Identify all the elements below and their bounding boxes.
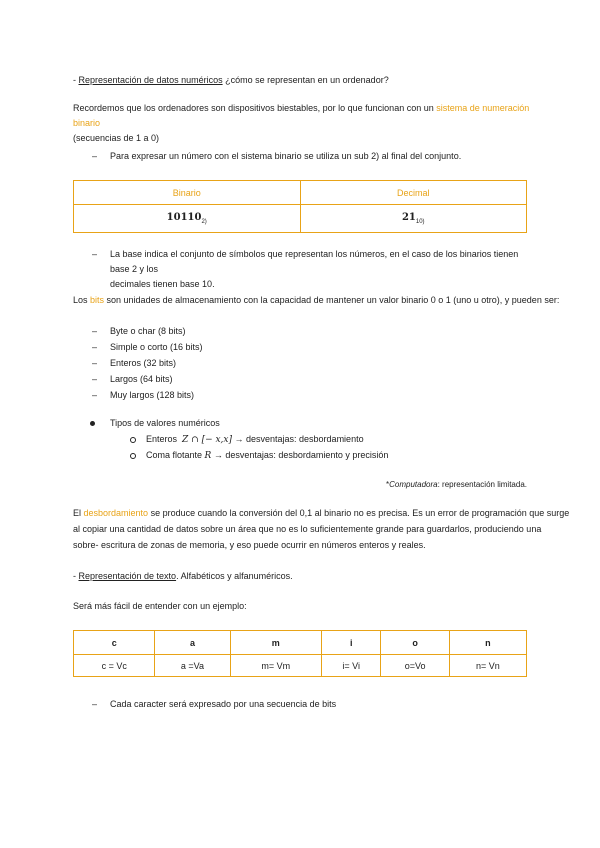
binary-decimal-table: [73, 180, 527, 233]
highlight-binary-system: sistema de numeración binario: [73, 103, 530, 128]
list-item-enteros: Enteros (32 bits): [110, 358, 177, 368]
char-value-a: a =Va: [155, 655, 230, 677]
highlight-bits: bits: [90, 295, 105, 305]
dash-bullet: –: [92, 699, 98, 709]
char-header-m: m: [230, 631, 321, 655]
char-value-m: m= Vm: [230, 655, 321, 677]
table-header-binary: Binario: [74, 181, 301, 205]
item-base-explanation: La base indica el conjunto de símbolos que representan los números, en el caso de los binarios tienen base 2 y los decimales tienen base 10.: [110, 249, 519, 289]
heading-numeric: - Representación de datos numéricos ¿cómo se representan en un ordenador?: [73, 75, 389, 85]
char-header-i: i: [322, 631, 381, 655]
char-value-o: o=Vo: [381, 655, 449, 677]
dash-bullet: –: [92, 358, 98, 368]
list-item-simple: Simple o corto (16 bits): [110, 342, 203, 352]
bullet-ring: [130, 453, 136, 459]
dash-bullet: –: [92, 249, 98, 259]
list-item-largos: Largos (64 bits): [110, 374, 173, 384]
enteros-formula: Z ∩ [− x,x]: [182, 435, 232, 445]
dash-bullet: –: [92, 151, 98, 161]
list-item-muy-largos: Muy largos (128 bits): [110, 390, 195, 400]
coma-formula: R: [204, 451, 212, 461]
heading-text-link: Representación de texto: [78, 571, 177, 581]
cell-binary-value: $10110_{2)}$: [74, 205, 301, 233]
numeric-coma-flotante: Coma flotante R → desventajas: desbordamiento y precisión: [146, 450, 389, 461]
paragraph-bits: Los bits son unidades de almacenamiento con la capacidad de mantener un valor binario 0 o 1 (uno u otro), y pueden ser:: [73, 295, 560, 305]
table-header-decimal: Decimal: [300, 181, 527, 205]
paragraph-biestables: Recordemos que los ordenadores son dispositivos biestables, por lo que funcionan con un sistema de numeración binario (secuencias de 1 a 0): [73, 103, 530, 143]
dash-bullet: –: [92, 374, 98, 384]
char-header-a: a: [155, 631, 230, 655]
numeric-enteros: Enteros Z ∩ [− x,x] → desventajas: desbordamiento: [146, 434, 364, 445]
bullet-ring: [130, 437, 136, 443]
paragraph-desbordamiento: El desbordamiento se produce cuando la conversión del 0,1 al binario no es precisa. Es un error de programación que surge al copiar una cantidad de datos sobre un área que no es lo suficientemente grande para guardarlos, produciendo una sobre- escritura de zonas de memoria, y eso puede ocurrir en números enteros y reales.: [73, 508, 570, 550]
char-value-n: n= Vn: [449, 655, 526, 677]
paragraph-example: Será más fácil de entender con un ejemplo:: [73, 601, 247, 611]
note-computadora: *Computadora: representación limitada.: [386, 480, 527, 489]
dash-bullet: –: [92, 342, 98, 352]
heading-numeric-link: Representación de datos numéricos: [78, 75, 223, 85]
char-header-c: c: [74, 631, 155, 655]
highlight-desbordamiento: desbordamiento: [83, 508, 149, 518]
dash-bullet: –: [92, 326, 98, 336]
bullet-dot: [90, 421, 95, 426]
char-value-c: c = Vc: [74, 655, 155, 677]
item-character-bits: Cada caracter será expresado por una secuencia de bits: [110, 699, 337, 709]
character-table: [73, 630, 527, 677]
numeric-types-title: Tipos de valores numéricos: [110, 418, 220, 428]
char-header-o: o: [381, 631, 449, 655]
heading-text: - Representación de texto. Alfabéticos y alfanuméricos.: [73, 571, 293, 581]
dash-bullet: –: [92, 390, 98, 400]
char-header-n: n: [449, 631, 526, 655]
cell-decimal-value: $21_{10)}$: [300, 205, 527, 233]
list-item-byte: Byte o char (8 bits): [110, 326, 186, 336]
item-binary-sub: Para expresar un número con el sistema binario se utiliza un sub 2) al final del conjunto.: [110, 151, 462, 161]
char-value-i: i= Vi: [322, 655, 381, 677]
